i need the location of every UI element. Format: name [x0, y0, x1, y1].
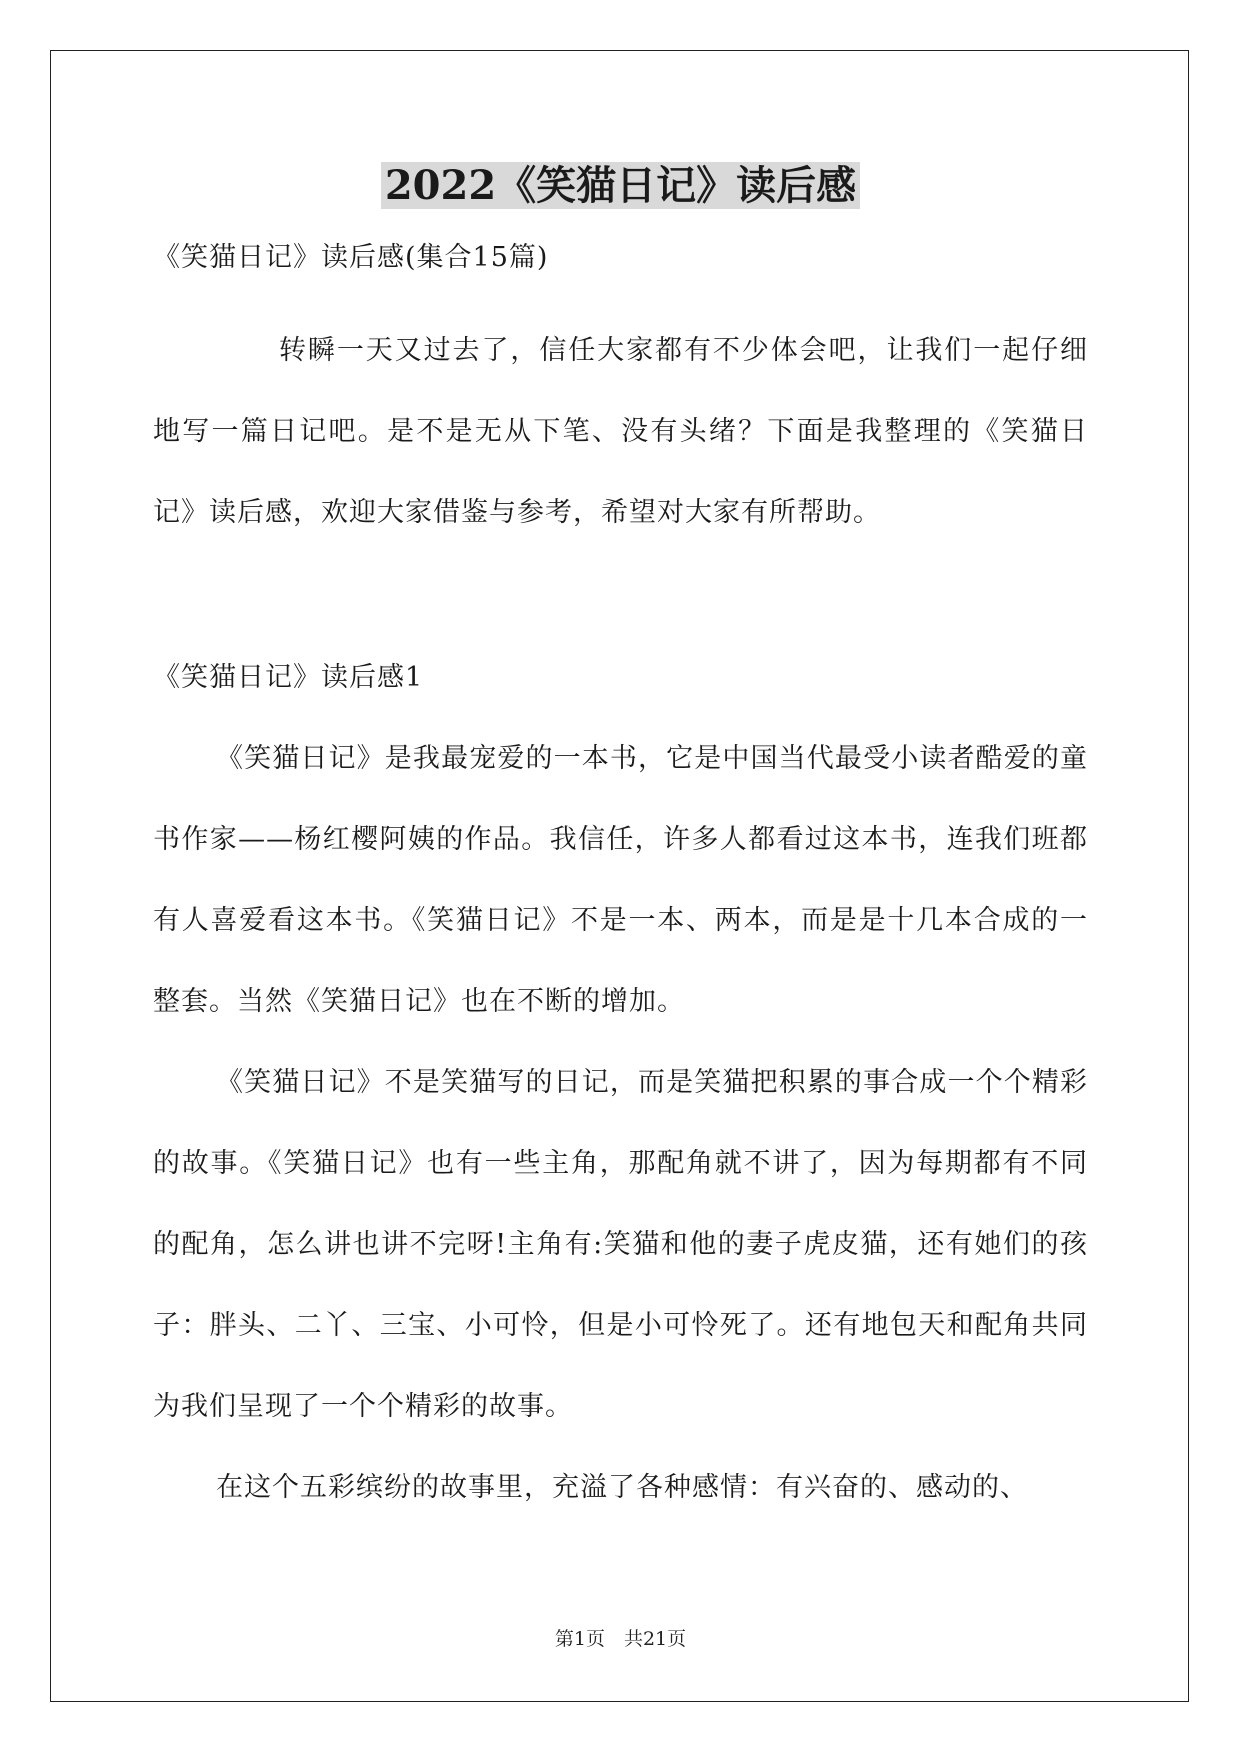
- body-paragraph-2: 《笑猫日记》不是笑猫写的日记，而是笑猫把积累的事合成一个个精彩的故事。《笑猫日记》也有一些主角，那配角就不讲了，因为每期都有不同的配角，怎么讲也讲不完呀!主角有:笑猫和他的妻子虎皮猫，还有她们的孩子：胖头、二丫、三宝、小可怜，但是小可怜死了。还有地包天和配角共同为我们呈现了一个个精彩的故事。: [153, 1067, 1088, 1422]
- document-subtitle: 《笑猫日记》读后感(集合15篇): [153, 242, 549, 273]
- page-footer: 第1页 共21页: [554, 1628, 687, 1650]
- body-paragraph-1: 《笑猫日记》是我最宠爱的一本书，它是中国当代最受小读者酷爱的童书作家——杨红樱阿姨的作品。我信任，许多人都看过这本书，连我们班都有人喜爱看这本书。《笑猫日记》不是一本、两本，而是是十几本合成的一整套。当然《笑猫日记》也在不断的增加。: [153, 743, 1088, 1017]
- document-title: [0, 158, 1241, 214]
- intro-paragraph: 转瞬一天又过去了，信任大家都有不少体会吧，让我们一起仔细地写一篇日记吧。是不是无从下笔、没有头绪？下面是我整理的《笑猫日记》读后感，欢迎大家借鉴与参考，希望对大家有所帮助。: [153, 335, 1088, 528]
- document-title-text: 2022《笑猫日记》读后感: [381, 162, 860, 209]
- body-paragraph-3: 在这个五彩缤纷的故事里，充溢了各种感情：有兴奋的、感动的、: [216, 1472, 1028, 1503]
- document-body: [153, 232, 1088, 1528]
- section-heading: 《笑猫日记》读后感1: [153, 662, 424, 693]
